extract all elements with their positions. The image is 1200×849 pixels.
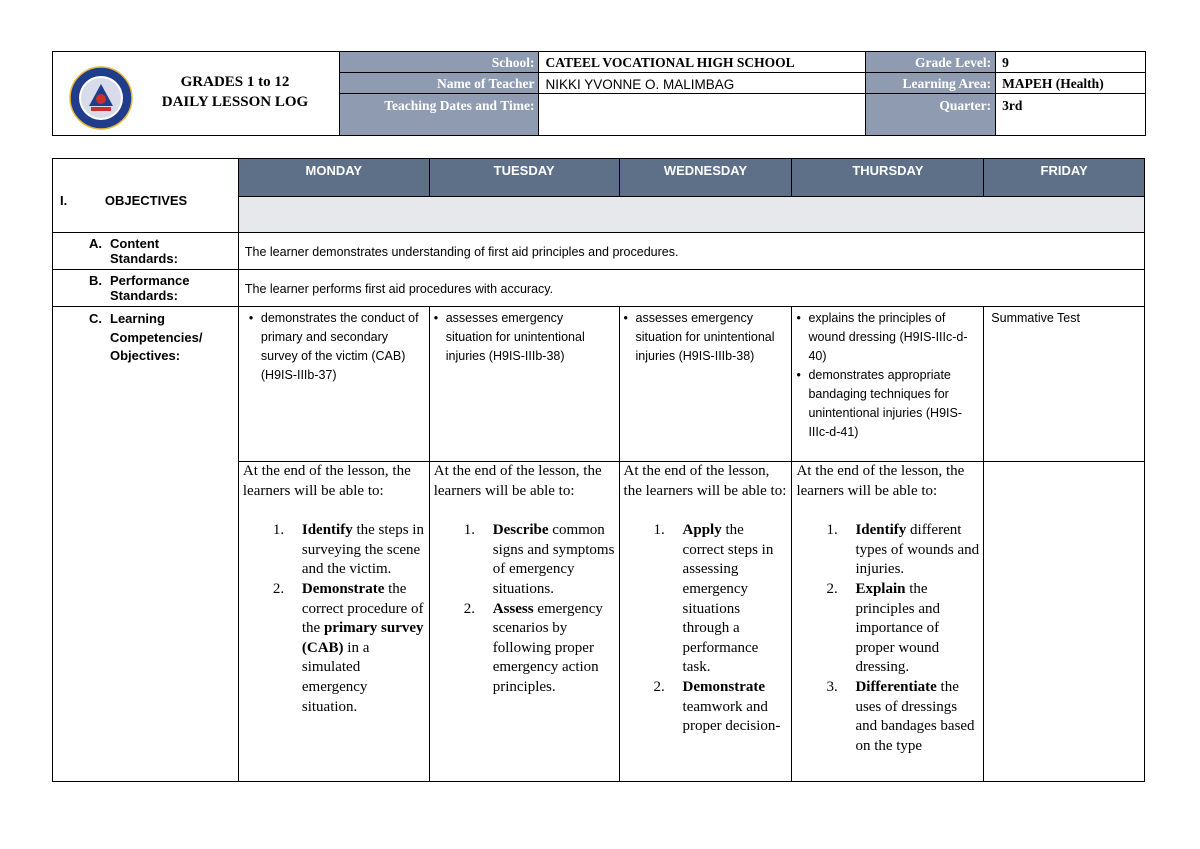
learning-area-label: Learning Area: <box>866 73 996 94</box>
day-band <box>238 197 1144 233</box>
competency-monday-cell <box>238 307 429 462</box>
title-line-2: DAILY LESSON LOG <box>161 94 309 110</box>
lesson-tuesday-intro: At the end of the lesson, the learners will be able to: <box>433 463 602 499</box>
day-friday: FRIDAY <box>984 159 1145 197</box>
performance-label-2: Standards: <box>110 288 178 303</box>
competencies-label-2: Competencies/ <box>110 329 203 345</box>
content-letter: A. <box>89 236 102 251</box>
competencies-label-cell <box>53 307 239 782</box>
performance-standards-cell <box>238 270 1144 307</box>
objectives-table <box>52 158 1145 782</box>
competency-tuesday-cell <box>429 307 619 462</box>
day-wednesday: WEDNESDAY <box>619 159 792 197</box>
competency-wednesday-1: • assesses emergency situation for unintentional injuries (H9IS-IIIb-38) <box>624 309 786 366</box>
objectives-heading-cell <box>53 159 239 233</box>
doc-title <box>155 72 315 112</box>
lesson-wednesday-item-2: 2. Demonstrate teamwork and proper decision- <box>653 678 781 735</box>
teacher-label: Name of Teacher <box>339 73 539 94</box>
competency-friday-cell <box>984 307 1145 462</box>
lesson-tuesday-cell <box>429 462 619 782</box>
day-thursday: THURSDAY <box>792 159 984 197</box>
competency-tuesday-1: • assesses emergency situation for unintentional injuries (H9IS-IIIb-38) <box>434 309 613 366</box>
title-line-1: GRADES 1 to 12 <box>180 74 290 90</box>
content-standards-text: The learner demonstrates understanding of first aid principles and procedures. <box>244 244 679 259</box>
content-standards-label-cell <box>53 233 239 270</box>
header-table <box>52 51 1146 136</box>
competency-friday: Summative Test <box>991 311 1080 325</box>
section-title: OBJECTIVES <box>104 193 188 208</box>
quarter-value: 3rd <box>996 94 1146 136</box>
content-label-2: Standards: <box>110 251 178 266</box>
grade-level-label: Grade Level: <box>866 52 996 73</box>
teacher-value: NIKKI YVONNE O. MALIMBAG <box>539 73 866 94</box>
deped-seal-icon <box>69 66 133 130</box>
lesson-wednesday-intro: At the end of the lesson, the learners will be able to: <box>623 463 787 499</box>
lesson-thursday-cell <box>792 462 984 782</box>
content-standards-cell <box>238 233 1144 270</box>
competencies-label-1: Learning <box>110 311 165 326</box>
performance-letter: B. <box>89 273 102 288</box>
title-block <box>53 52 340 136</box>
lesson-tuesday-item-2: 2. Assess emergency scenarios by following proper emergency action principles. <box>463 600 603 695</box>
day-monday: MONDAY <box>238 159 429 197</box>
lesson-thursday-item-2: 2. Explain the principles and importance of proper wound dressing. <box>826 580 940 676</box>
lesson-wednesday-item-1: 1. Apply the correct steps in assessing emergency situations through a performance task. <box>653 522 774 676</box>
lesson-monday-item-2: 2. Demonstrate the correct procedure of the primary survey (CAB) in a simulated emergency situation. <box>272 580 424 715</box>
competency-wednesday-cell <box>619 307 792 462</box>
performance-label-1: Performance <box>110 273 190 288</box>
lesson-thursday-item-3: 3. Differentiate the uses of dressings and bandages based on the type <box>826 678 975 754</box>
lesson-monday-cell <box>238 462 429 782</box>
performance-standards-text: The learner performs first aid procedures with accuracy. <box>244 281 554 296</box>
school-value: CATEEL VOCATIONAL HIGH SCHOOL <box>539 52 866 73</box>
lesson-friday-cell <box>984 462 1145 782</box>
competency-monday-1: • demonstrates the conduct of primary and secondary survey of the victim (CAB) (H9IS-IIIb-37) <box>249 309 423 385</box>
section-number: I. <box>60 193 68 208</box>
learning-area-value: MAPEH (Health) <box>996 73 1146 94</box>
competencies-letter: C. <box>89 311 102 326</box>
lesson-monday-item-1: 1. Identify the steps in surveying the scene and the victim. <box>272 522 424 578</box>
teaching-dates-value <box>539 94 866 136</box>
lesson-monday-intro: At the end of the lesson, the learners will be able to: <box>242 463 411 499</box>
lesson-thursday-intro: At the end of the lesson, the learners will be able to: <box>796 463 965 499</box>
day-tuesday: TUESDAY <box>429 159 619 197</box>
competencies-label-3: Objectives: <box>110 348 181 363</box>
content-label-1: Content <box>110 236 160 251</box>
competency-thursday-cell <box>792 307 984 462</box>
competency-thursday-1: • explains the principles of wound dressing (H9IS-IIIc-d-40) <box>796 309 979 366</box>
performance-standards-label-cell <box>53 270 239 307</box>
quarter-label: Quarter: <box>866 94 996 136</box>
teaching-dates-label: Teaching Dates and Time: <box>339 94 539 136</box>
lesson-tuesday-item-1: 1. Describe common signs and symptoms of emergency situations. <box>463 522 615 597</box>
competency-thursday-2: • demonstrates appropriate bandaging techniques for unintentional injuries (H9IS-IIIc-d-41) <box>796 366 979 442</box>
lesson-wednesday-cell <box>619 462 792 782</box>
lesson-thursday-item-1: 1. Identify different types of wounds and injuries. <box>826 522 980 578</box>
grade-level-value: 9 <box>996 52 1146 73</box>
school-label: School: <box>339 52 539 73</box>
